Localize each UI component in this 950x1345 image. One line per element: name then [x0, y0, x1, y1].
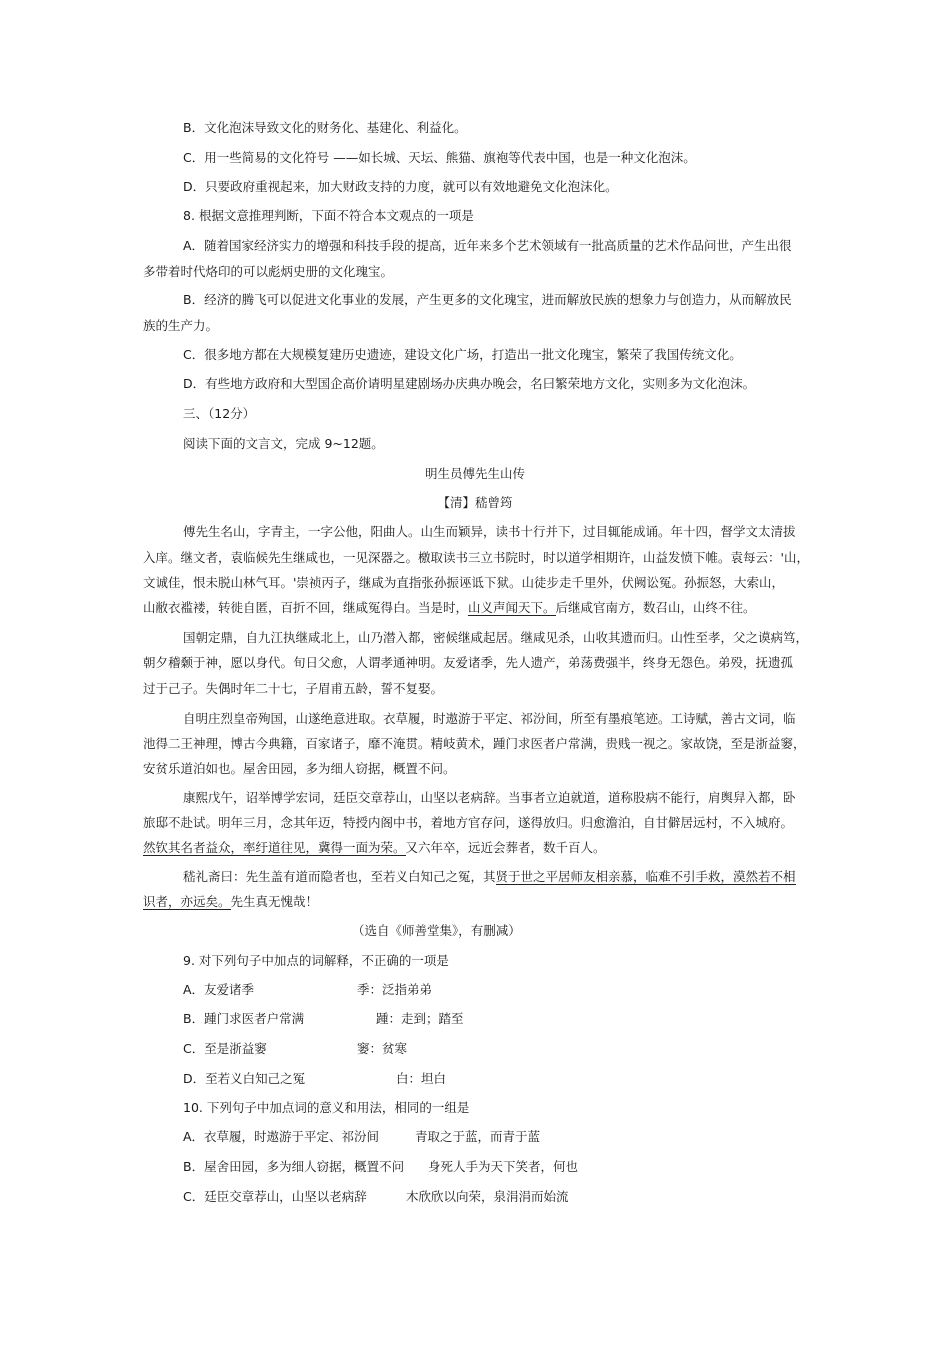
q10-option-a-compare: 青取之于蓝，而青于蓝 — [415, 1129, 541, 1144]
passage-text: 山敝衣褴褛，转徙自匿，百折不回，继咸冤得白。当是时， — [143, 600, 469, 615]
passage-text: 又六年卒，远近会葬者，数千百人。 — [405, 840, 606, 855]
q7-option-d: D．只要政府重视起来，加大财政支持的力度，就可以有效地避免文化泡沫化。 — [183, 179, 618, 194]
passage-p1-line1: 傅先生名山，字青主，一字公他，阳曲人。山生而颖异，读书十行并下，过目辄能成诵。年十四，督学文太清拔 — [183, 524, 796, 539]
passage-p5-line2 — [143, 894, 318, 910]
passage-title: 明生员傅先生山传 — [424, 466, 525, 481]
passage-p3-line3: 安贫乐道泊如也。屋舍田园，多为细人窃据，概置不问。 — [143, 761, 456, 776]
q7-option-b: B．文化泡沫导致文化的财务化、基建化、利益化。 — [183, 120, 467, 135]
q10-stem: 10. 下列句子中加点词的意义和用法，相同的一组是 — [183, 1100, 470, 1115]
passage-p1-line2: 入庠。继文者，袁临候先生继咸也，一见深器之。檄取读书三立书院时，时以道学相期许，山益发愤下帷。袁每云：'山， — [143, 550, 809, 565]
passage-p1-line4 — [143, 600, 756, 616]
q8-option-b-line2: 族的生产力。 — [143, 318, 219, 333]
q9-option-c-gloss: 窭：贫寒 — [357, 1041, 408, 1056]
q8-option-a-line1: A．随着国家经济实力的增强和科技手段的提高，近年来多个艺术领域有一批高质量的艺术作品问世，产生出很 — [183, 238, 792, 253]
section-heading: 三、（12分） — [183, 406, 256, 421]
passage-p3-line2: 池得二王神理，博古今典籍，百家诸子，靡不淹贯。精岐黄术，踵门求医者户常满，贵贱一视之。家故饶，至是浙益窭， — [143, 736, 806, 751]
q8-option-a-line2: 多带着时代烙印的可以彪炳史册的文化瑰宝。 — [143, 264, 394, 279]
underlined-sentence: 贤于世之平居师友相亲慕，临难不引手救，漠然若不相 — [495, 869, 796, 884]
q8-option-c: C．很多地方都在大规模复建历史遗迹，建设文化广场，打造出一批文化瑰宝，繁荣了我国传统文化。 — [183, 347, 742, 362]
q10-option-c-sentence: C．廷臣交章荐山，山坚以老病辞 — [183, 1189, 367, 1204]
q10-option-b-sentence: B．屋舍田园，多为细人窃据，概置不问 — [183, 1159, 405, 1174]
passage-p2-line2: 朝夕稽颡于神，愿以身代。旬日父愈，人谓孝通神明。友爱诸季，先人遗产，弟荡费强半，终身无怨色。弟殁，抚遗孤 — [143, 655, 794, 670]
q8-option-d: D．有些地方政府和大型国企高价请明星建剧场办庆典办晚会，名曰繁荣地方文化，实则多为文化泡沫。 — [183, 376, 756, 391]
q8-stem: 8. 根据文意推理判断，下面不符合本文观点的一项是 — [183, 208, 474, 223]
passage-p4-line3 — [143, 840, 606, 856]
passage-p3-line1: 自明庄烈皇帝殉国，山遂绝意进取。衣草履，时遨游于平定、祁汾间，所至有墨痕笔迹。工诗赋，善古文词，临 — [183, 711, 796, 726]
passage-p4-line1: 康熙戊午，诏举博学宏词，廷臣交章荐山，山坚以老病辞。当事者立迫就道，道称股病不能行，肩舆舁入都，卧 — [183, 790, 796, 805]
q9-stem: 9. 对下列句子中加点的词解释，不正确的一项是 — [183, 953, 449, 968]
q9-option-d-sentence: D．至若义白知己之冤 — [183, 1071, 306, 1086]
passage-p1-line3: 文诚佳，恨未脱山林气耳。'崇祯丙子，继咸为直指张孙振诬诋下狱。山徒步走千里外，伏阙讼冤。孙振怒，大索山， — [143, 575, 784, 590]
passage-text: 后继咸官南方，数召山，山终不往。 — [555, 600, 756, 615]
q9-option-b-sentence: B．踵门求医者户常满 — [183, 1011, 305, 1026]
q10-option-c-compare: 木欣欣以向荣，泉涓涓而始流 — [406, 1189, 569, 1204]
underlined-sentence: 然钦其名者益众，率纡道往见，冀得一面为荣。 — [143, 840, 406, 855]
section-intro: 阅读下面的文言文，完成 9~12题。 — [183, 436, 384, 451]
q9-option-d-gloss: 白：坦白 — [396, 1071, 447, 1086]
passage-source: （选自《师善堂集》，有删减） — [352, 923, 521, 938]
passage-text: 嵇礼斋曰：先生盖有道而隐者也，至若义白知己之冤，其 — [183, 869, 496, 884]
passage-text: 先生真无愧哉！ — [230, 894, 319, 909]
passage-p2-line3: 过于己子。失偶时年二十七，子眉甫五龄，誓不复娶。 — [143, 681, 444, 696]
q9-option-b-gloss: 踵：走到；踏至 — [376, 1011, 464, 1026]
q9-option-c-sentence: C．至是浙益窭 — [183, 1041, 267, 1056]
underlined-sentence: 山义声闻天下。 — [468, 600, 556, 615]
q10-option-a-sentence: A．衣草履，时遨游于平定、祁汾间 — [183, 1129, 380, 1144]
underlined-sentence: 识者，亦远矣。 — [143, 894, 231, 909]
passage-author: 【清】嵇曾筠 — [437, 495, 513, 510]
q10-option-b-compare: 身死人手为天下笑者，何也 — [428, 1159, 579, 1174]
q8-option-b-line1: B．经济的腾飞可以促进文化事业的发展，产生更多的文化瑰宝，进而解放民族的想象力与创造力，从而解放民 — [183, 292, 792, 307]
passage-p4-line2: 旅邸不赴试。明年三月，念其年迈，特授内阁中书，着地方官存问，遂得放归。归愈澹泊，自甘僻居远村，不入城府。 — [143, 815, 794, 830]
q9-option-a-gloss: 季：泛指弟弟 — [357, 982, 433, 997]
passage-p5-line1 — [183, 869, 796, 885]
q9-option-a-sentence: A．友爱诸季 — [183, 982, 255, 997]
passage-p2-line1: 国朝定鼎，自九江执继咸北上，山乃潜入都，密候继咸起居。继咸见杀，山收其遗而归。山性至孝，父之谟病笃， — [183, 630, 809, 645]
q7-option-c: C．用一些简易的文化符号 ——如长城、天坛、熊猫、旗袍等代表中国，也是一种文化泡沫。 — [183, 150, 696, 165]
